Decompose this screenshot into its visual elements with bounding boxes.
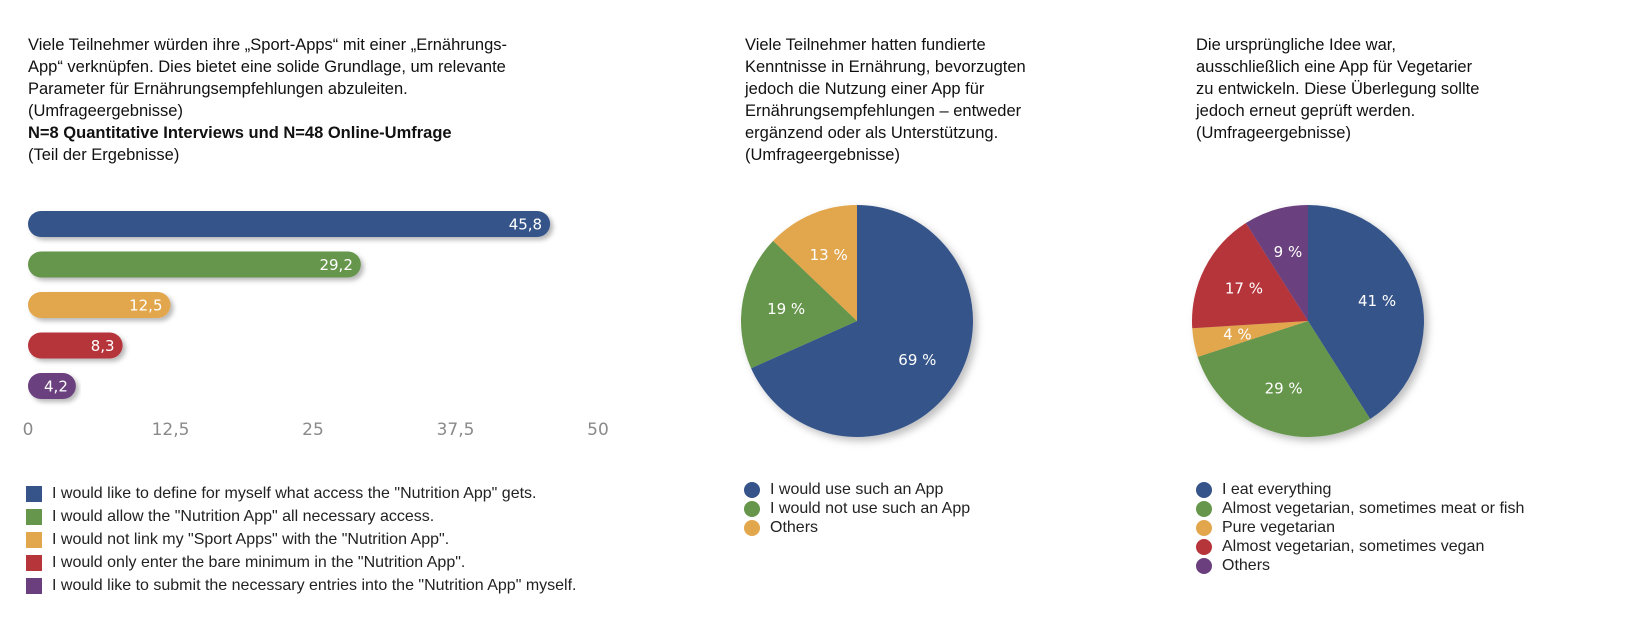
legend-item [1196, 556, 1524, 575]
legend-label: I would not use such an App [770, 500, 971, 517]
legend-label: I would only enter the bare minimum in the "Nutrition App". [52, 554, 466, 571]
panel2-intro-line: Viele Teilnehmer hatten fundierte [745, 36, 986, 54]
legend-swatch [744, 501, 760, 517]
panel3-intro-line: jedoch erneut geprüft werden. [1196, 102, 1416, 120]
bar-value-label: 29,2 [319, 256, 353, 274]
bar-chart-legend [26, 482, 577, 597]
legend-label: I would like to define for myself what access the "Nutrition App" gets. [52, 485, 537, 502]
x-tick-label: 50 [587, 420, 609, 440]
bar-value-label: 4,2 [44, 377, 68, 396]
legend-label: Almost vegetarian, sometimes meat or fish [1222, 500, 1525, 517]
panel1-intro-line: Viele Teilnehmer würden ihre „Sport-Apps“ mit einer „Ernährungs- [28, 36, 508, 54]
bar-value-label: 45,8 [508, 215, 543, 234]
bar [28, 211, 550, 237]
legend-label: Almost vegetarian, sometimes vegan [1222, 538, 1485, 555]
panel1-intro-line: Parameter für Ernährungsempfehlungen abzuleiten. [28, 80, 408, 98]
legend-item [26, 482, 577, 505]
legend-item [26, 551, 577, 574]
pie-value-label: 17 % [1224, 279, 1263, 298]
x-tick-label: 12,5 [151, 420, 190, 440]
panel3-intro-line: Die ursprüngliche Idee war, [1196, 36, 1396, 54]
legend-swatch [744, 482, 760, 498]
legend-swatch [1196, 539, 1212, 555]
panel2-intro-line: (Umfrageergebnisse) [745, 146, 900, 164]
legend-item [744, 499, 970, 518]
pie-chart-diet [1150, 180, 1480, 470]
pie-value-label: 29 % [1264, 379, 1303, 398]
legend-item [1196, 499, 1524, 518]
panel3-intro-line: zu entwickeln. Diese Überlegung sollte [1196, 80, 1480, 98]
panel3-intro-line: ausschließlich eine App für Vegetarier [1196, 58, 1473, 76]
legend-swatch [1196, 482, 1212, 498]
panel1-sub-line: (Teil der Ergebnisse) [28, 146, 180, 164]
pie-value-label: 69 % [898, 351, 937, 370]
legend-label: I would use such an App [770, 481, 944, 498]
legend-label: I would allow the "Nutrition App" all necessary access. [52, 508, 435, 525]
pie-value-label: 13 % [809, 245, 848, 264]
x-tick-label: 25 [302, 420, 324, 440]
legend-label: I would not link my "Sport Apps" with the "Nutrition App". [52, 531, 450, 548]
legend-label: Others [770, 519, 819, 536]
bar [28, 252, 361, 278]
legend-label: I eat everything [1222, 481, 1332, 498]
legend-item [26, 528, 577, 551]
legend-swatch [26, 578, 42, 594]
pie1-legend [744, 480, 970, 537]
bar-chart [0, 0, 700, 460]
pie-value-label: 19 % [767, 299, 806, 318]
pie-value-label: 9 % [1273, 242, 1303, 261]
pie-chart-app-usage [700, 180, 1030, 470]
x-tick-label: 37,5 [436, 420, 475, 440]
legend-swatch [744, 520, 760, 536]
legend-label: I would like to submit the necessary entries into the "Nutrition App" myself. [52, 577, 577, 594]
legend-item [744, 518, 970, 537]
legend-swatch [26, 509, 42, 525]
pie-value-label: 41 % [1358, 291, 1397, 310]
panel2-intro [745, 34, 1165, 166]
legend-swatch [1196, 558, 1212, 574]
legend-label: Others [1222, 557, 1271, 574]
legend-item [26, 505, 577, 528]
legend-item [1196, 480, 1524, 499]
panel3-intro-line: (Umfrageergebnisse) [1196, 124, 1351, 142]
panel2-intro-line: Ernährungsempfehlungen – entweder [745, 102, 1022, 120]
bar-value-label: 8,3 [90, 337, 115, 355]
panel2-intro-line: ergänzend oder als Unterstützung. [745, 124, 999, 142]
legend-swatch [26, 555, 42, 571]
legend-swatch [1196, 520, 1212, 536]
pie-value-label: 4 % [1223, 325, 1252, 344]
panel3-intro [1196, 34, 1616, 144]
panel2-intro-line: jedoch die Nutzung einer App für [745, 80, 985, 98]
legend-item [26, 574, 577, 597]
legend-label: Pure vegetarian [1222, 519, 1335, 536]
x-tick-label: 0 [22, 420, 34, 440]
pie2-legend [1196, 480, 1524, 575]
panel1-intro-line: App“ verknüpfen. Dies bietet eine solide Grundlage, um relevante [28, 58, 506, 76]
panel1-sample-size: N=8 Quantitative Interviews und N=48 Online-Umfrage [28, 124, 452, 142]
legend-swatch [1196, 501, 1212, 517]
legend-item [1196, 537, 1524, 556]
bar-value-label: 12,5 [129, 296, 163, 315]
legend-item [1196, 518, 1524, 537]
legend-swatch [26, 486, 42, 502]
legend-swatch [26, 532, 42, 548]
panel2-intro-line: Kenntnisse in Ernährung, bevorzugten [745, 58, 1026, 76]
panel1-intro-line: (Umfrageergebnisse) [28, 102, 183, 120]
legend-item [744, 480, 970, 499]
